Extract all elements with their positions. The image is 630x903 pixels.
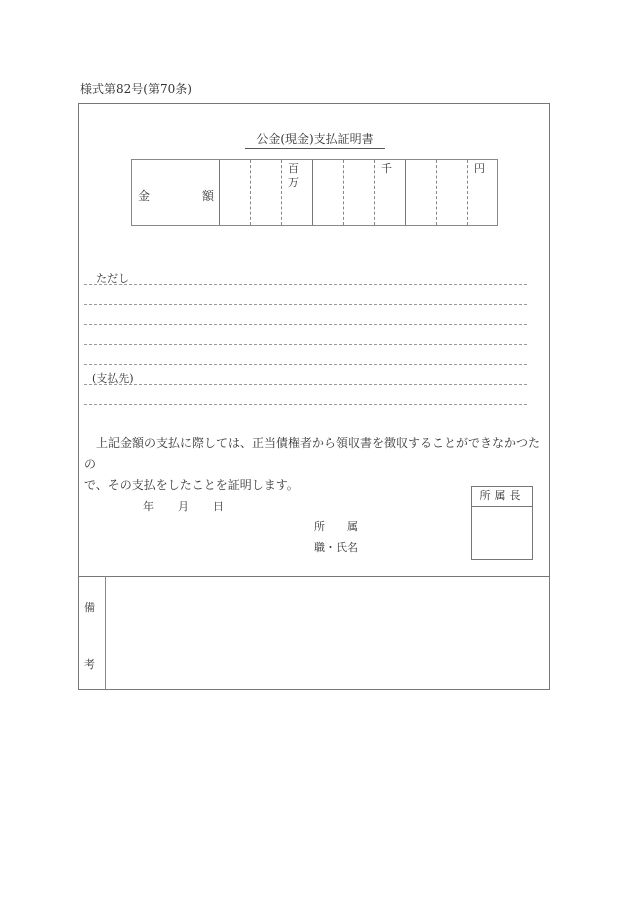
amount-label-gaku: 額 xyxy=(202,189,215,203)
amount-label-kin: 金 xyxy=(138,189,151,203)
remarks-field[interactable] xyxy=(107,578,548,688)
remarks-divider xyxy=(78,576,550,577)
remarks-label-bottom: 考 xyxy=(84,658,95,671)
proviso-line[interactable] xyxy=(84,304,527,305)
digit-divider xyxy=(250,160,251,225)
proviso-line[interactable] xyxy=(84,324,527,325)
document-title: 公金(現金)支払証明書 xyxy=(245,130,385,149)
form-number: 様式第82号(第70条) xyxy=(80,82,192,96)
payee-line[interactable] xyxy=(84,384,527,385)
column-divider xyxy=(219,160,220,225)
digit-divider xyxy=(281,160,282,225)
remarks-label-top: 備 xyxy=(84,601,95,614)
payee-line[interactable] xyxy=(84,404,527,405)
approval-header: 所属長 xyxy=(472,487,532,507)
proviso-label: ただし xyxy=(96,272,129,285)
unit-yen: 円 xyxy=(474,162,485,175)
date-year: 年 xyxy=(143,500,154,513)
proviso-line[interactable] xyxy=(84,364,527,365)
digit-divider xyxy=(467,160,468,225)
proviso-line[interactable] xyxy=(84,344,527,345)
digit-divider xyxy=(343,160,344,225)
unit-thousand: 千 xyxy=(381,162,392,175)
column-divider xyxy=(405,160,406,225)
date-month: 月 xyxy=(178,500,189,513)
date-day: 日 xyxy=(213,500,224,513)
department-head-approval-box xyxy=(471,486,533,560)
proviso-line[interactable] xyxy=(84,284,527,285)
remarks-column-divider xyxy=(105,576,106,690)
digit-divider xyxy=(374,160,375,225)
amount-table xyxy=(131,159,498,226)
certification-statement: 上記金額の支払に際しては、正当債権者から領収書を徴収することができなかつたの で、その支払をしたことを証明します。 xyxy=(84,436,541,492)
column-divider xyxy=(312,160,313,225)
digit-divider xyxy=(436,160,437,225)
payee-label: (支払先) xyxy=(92,372,134,385)
unit-million: 百 万 xyxy=(288,162,299,189)
name-label: 職・氏名 xyxy=(314,541,358,554)
affiliation-label: 所 属 xyxy=(314,520,358,533)
